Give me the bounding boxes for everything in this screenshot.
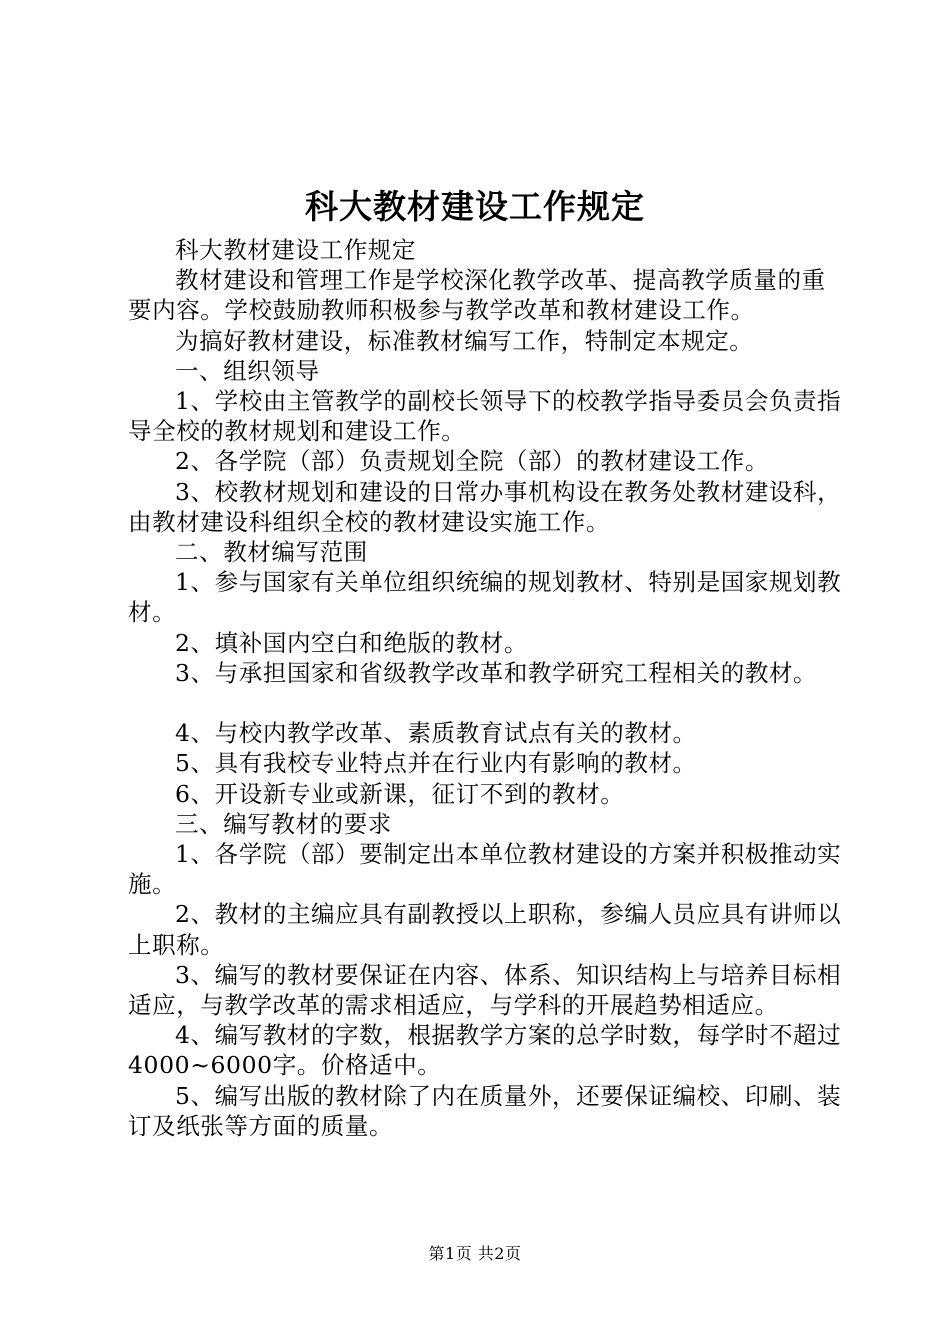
paragraph: 科大教材建设工作规定 <box>175 236 416 264</box>
paragraph: 1、参与国家有关单位组织统编的规划教材、特别是国家规划教材。 <box>128 568 842 627</box>
paragraph: 为搞好教材建设，标准教材编写工作，特制定本规定。 <box>175 326 754 355</box>
document-body <box>128 235 848 1141</box>
paragraph: 教材建设和管理工作是学校深化教学改革、提高教学质量的重要内容。学校鼓励教师积极参与教学改革和教材建设工作。 <box>128 266 826 325</box>
document-title: 科大教材建设工作规定 <box>305 187 645 226</box>
paragraph: 1、学校由主管教学的副校长领导下的校教学指导委员会负责指导全校的教材规划和建设工作。 <box>128 387 842 446</box>
paragraph: 3、校教材规划和建设的日常办事机构设在教务处教材建设科，由教材建设科组织全校的教材建设实施工作。 <box>128 477 842 536</box>
paragraph: 6、开设新专业或新课，征订不到的教材。 <box>175 779 625 808</box>
paragraph: 5、具有我校专业特点并在行业内有影响的教材。 <box>175 749 697 778</box>
paragraph: 2、各学院（部）负责规划全院（部）的教材建设工作。 <box>175 447 769 476</box>
page-footer: 第1页 共2页 <box>428 1244 522 1263</box>
paragraph: 1、各学院（部）要制定出本单位教材建设的方案并积极推动实施。 <box>128 840 842 899</box>
paragraph: 2、教材的主编应具有副教授以上职称，参编人员应具有讲师以上职称。 <box>128 900 842 959</box>
section-heading: 一、组织领导 <box>175 356 320 385</box>
paragraph: 4、与校内教学改革、素质教育试点有关的教材。 <box>175 719 697 748</box>
paragraph: 4、编写教材的字数，根据教学方案的总学时数，每学时不超过4000~6000字。价格适中。 <box>128 1021 842 1080</box>
paragraph: 3、编写的教材要保证在内容、体系、知识结构上与培养目标相适应，与教学改革的需求相适应，与学科的开展趋势相适应。 <box>128 960 842 1020</box>
paragraph: 2、填补国内空白和绝版的教材。 <box>175 628 528 657</box>
section-heading: 三、编写教材的要求 <box>175 809 392 838</box>
paragraph: 5、编写出版的教材除了内在质量外，还要保证编校、印刷、装订及纸张等方面的质量。 <box>128 1081 842 1140</box>
section-heading: 二、教材编写范围 <box>175 538 368 567</box>
paragraph: 3、与承担国家和省级教学改革和教学研究工程相关的教材。 <box>175 658 818 687</box>
